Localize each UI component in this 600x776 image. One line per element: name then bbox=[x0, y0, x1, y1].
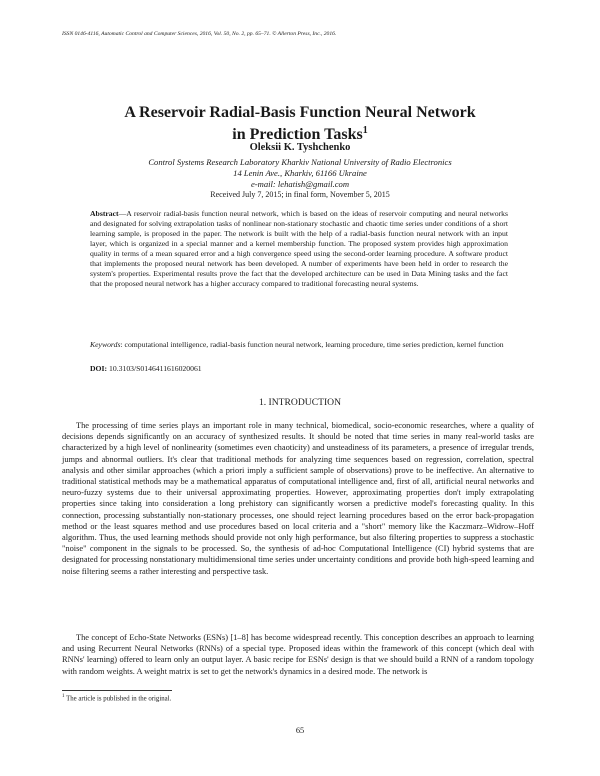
footnote-text: The article is published in the original. bbox=[66, 695, 172, 703]
doi bbox=[90, 364, 202, 373]
paper-title-line-2 bbox=[0, 121, 600, 144]
keywords bbox=[90, 340, 508, 350]
section-heading: 1. INTRODUCTION bbox=[258, 397, 342, 408]
affiliation-institution: Control Systems Research Laboratory Kharkiv National University of Radio Electronics bbox=[148, 157, 452, 167]
abstract bbox=[90, 209, 508, 289]
running-header: ISSN 0146-4116, Automatic Control and Computer Sciences, 2016, Vol. 50, No. 2, pp. 65–71. © Allerton Press, Inc., 2016. bbox=[62, 31, 337, 37]
page-number: 65 bbox=[295, 726, 305, 735]
paper-title-line-1: A Reservoir Radial-Basis Function Neural Network bbox=[124, 104, 476, 121]
abstract-text: —A reservoir radial-basis function neural network, which is based on the ideas of reservoir computing and neural networks and designated for solving extrapolation tasks of nonlinear non-stationary stochastic and chaotic time series under conditions of a short learning sample, is proposed in the paper. The network is built with the help of a radial-basis function neural network with an input layer, which is organized in a special manner and a kernel membership function. The proposed system provides high approximation quality in terms of a mean squared error and a high convergence speed using the second-order learning procedure. A software product that implements the proposed neural network has been developed. A number of experiments have been held in order to research the system's properties. Experimental results prove the fact that the developed architecture can be used in Data Mining tasks and the fact that the proposed neural network has a higher accuracy compared to traditional forecasting neural systems. bbox=[90, 209, 508, 288]
body-paragraph-2: The concept of Echo-State Networks (ESNs) [1–8] has become widespread recently. This conception describes an approach to learning and using Recurrent Neural Networks (RNNs) of a special type. Proposed ideas within the framework of this concept (which deal with RNNs' learning) offered to learn only an output layer. A basic recipe for ESNs' design is that we should build a RNN of a random topology with random weights. A weight matrix is set to get the network's dynamics in a desired mode. The network is bbox=[62, 633, 534, 676]
doi-label: DOI: bbox=[90, 364, 108, 373]
affiliation-address: 14 Lenin Ave., Kharkiv, 61166 Ukraine bbox=[233, 168, 367, 178]
received-dates: Received July 7, 2015; in final form, November 5, 2015 bbox=[210, 190, 390, 199]
paper-title-text: in Prediction Tasks bbox=[232, 126, 363, 143]
body-paragraph-1: The processing of time series plays an important role in many technical, biomedical, socio-economic researches, where a quality of decisions depends significantly on an accuracy of synthesized results. It should be noted that time series in many real-world tasks are characterized by a high level of nonlinearity (sometimes even chaoticity) and unsteadiness of its parameters, a presence of irregular trends, jumps and abnormal outliers. It's clear that traditional methods for analyzing time sequences based on regression, correlation, spectral analysis and other similar approaches (which a priori imply a sufficient sample of observations) prove to be ineffective. An alternative to traditional statistical methods may be a mathematical apparatus of computational intelligence and, first of all, artificial neural networks and neuro-fuzzy systems due to their universal approximating properties. However, approximating properties don't imply extrapolating properties since taking into consideration a long prehistory can significantly worsen a predictive model's forecasting quality. In this connection, processing substantially non-stationary processes, one should reject learning procedures based on the error back-propagation method or the least squares method and use procedures based on local criteria and a "short" memory like the Kaczmarz–Widrow–Hoff algorithm. Thus, the used learning methods should provide not only high performance, but also filtering properties to suppress a stochastic "noise" component in the signals to be processed. So, the synthesis of ad-hoc Computational Intelligence (CI) hybrid systems that are designated for processing nonstationary multidimensional time series under uncertainty conditions and provide both high-speed learning and noise filtering seems a rather interesting and perspective task. bbox=[62, 421, 534, 576]
author-name: Oleksii K. Tyshchenko bbox=[249, 142, 351, 153]
footnote bbox=[62, 694, 171, 702]
title-footnote-mark: 1 bbox=[362, 125, 368, 136]
keywords-text: : computational intelligence, radial-basis function neural network, learning procedure, time series prediction, kernel function bbox=[120, 340, 504, 349]
footnote-divider bbox=[62, 690, 172, 691]
keywords-label: Keywords bbox=[90, 340, 121, 349]
footnote-mark: 1 bbox=[62, 694, 65, 699]
affiliation-email: e-mail: lehatish@gmail.com bbox=[250, 179, 350, 189]
doi-value: 10.3103/S0146411616020061 bbox=[109, 364, 202, 373]
abstract-label: Abstract bbox=[90, 209, 119, 218]
